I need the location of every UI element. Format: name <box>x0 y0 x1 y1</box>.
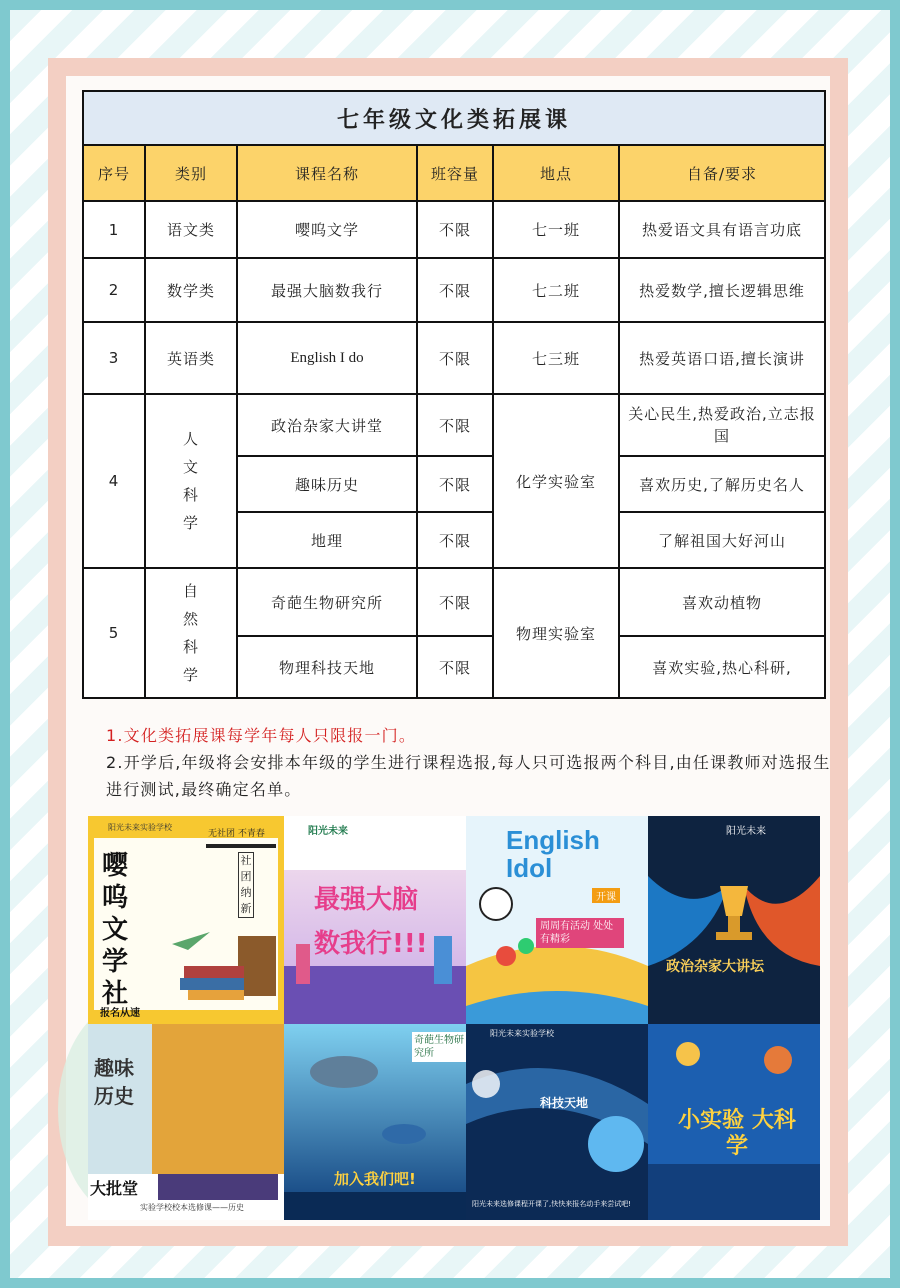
row-requirement: 热爱英语口语,擅长演讲 <box>619 322 825 394</box>
poster-5-brand: 大批堂 <box>90 1179 139 1198</box>
poster-1-badge: 社团纳新 <box>238 852 254 918</box>
poster-7-footer: 阳光未来选修课程开课了,快快来报名动手来尝试吧! <box>472 1200 632 1208</box>
table-row <box>83 394 825 456</box>
poster-history <box>88 1024 284 1220</box>
row-no: 4 <box>83 394 145 568</box>
row-course: 趣味历史 <box>237 456 417 512</box>
row-location: 七二班 <box>493 258 619 322</box>
poster-grid <box>88 816 820 1220</box>
poster-english <box>466 816 648 1024</box>
note-1: 1.文化类拓展课每学年每人只限报一门。 <box>106 726 417 745</box>
row-requirement: 了解祖国大好河山 <box>619 512 825 568</box>
header-requirement: 自备/要求 <box>619 145 825 201</box>
poster-6-footer: 加入我们吧! <box>334 1170 416 1188</box>
poster-5-footer: 实验学校校本选修课——历史 <box>140 1203 244 1212</box>
course-table <box>82 90 826 699</box>
row-location: 七三班 <box>493 322 619 394</box>
header-category: 类别 <box>145 145 237 201</box>
poster-3-title: English Idol <box>506 825 600 883</box>
poster-science <box>648 1024 820 1220</box>
poster-2-title: 最强大脑数我行!!! <box>314 885 428 959</box>
category-text: 自然科学 <box>183 582 200 684</box>
poster-1-footer: 报名从速 <box>100 1008 140 1019</box>
poster-3-bubble: 周周有活动 处处有精彩 <box>536 918 624 948</box>
row-capacity: 不限 <box>417 394 493 456</box>
notes <box>106 722 836 803</box>
row-course: 嘤呜文学 <box>237 201 417 258</box>
row-no: 2 <box>83 258 145 322</box>
row-location: 七一班 <box>493 201 619 258</box>
poster-4-brand: 阳光未来 <box>726 826 766 837</box>
row-capacity: 不限 <box>417 456 493 512</box>
row-no: 1 <box>83 201 145 258</box>
row-capacity: 不限 <box>417 258 493 322</box>
header-capacity: 班容量 <box>417 145 493 201</box>
row-requirement: 热爱语文具有语言功底 <box>619 201 825 258</box>
row-category-vertical <box>145 394 237 568</box>
header-location: 地点 <box>493 145 619 201</box>
row-no: 3 <box>83 322 145 394</box>
poster-1-school: 阳光未来实验学校 <box>108 823 172 832</box>
poster-2-brand: 阳光未来 <box>308 826 348 837</box>
row-requirement: 喜欢历史,了解历史名人 <box>619 456 825 512</box>
row-category: 英语类 <box>145 322 237 394</box>
row-no: 5 <box>83 568 145 698</box>
row-requirement: 喜欢实验,热心科研, <box>619 636 825 698</box>
poster-5-title: 趣味历史 <box>94 1056 134 1108</box>
row-requirement: 喜欢动植物 <box>619 568 825 636</box>
poster-politics <box>648 816 820 1024</box>
poster-1-slogan: 无社团 不青春 <box>208 829 265 839</box>
poster-math <box>284 816 466 1024</box>
table-row <box>83 201 825 258</box>
row-location: 化学实验室 <box>493 394 619 568</box>
poster-4-art <box>648 816 820 1024</box>
poster-7-art <box>466 1024 648 1220</box>
row-capacity: 不限 <box>417 636 493 698</box>
row-category: 语文类 <box>145 201 237 258</box>
row-capacity: 不限 <box>417 512 493 568</box>
row-course: 奇葩生物研究所 <box>237 568 417 636</box>
poster-3-tag: 开课 <box>592 888 620 903</box>
row-course: 最强大脑数我行 <box>237 258 417 322</box>
header-course: 课程名称 <box>237 145 417 201</box>
note-2: 2.开学后,年级将会安排本年级的学生进行课程选报,每人只可选报两个科目,由任课教师对选报生进行测试,最终确定名单。 <box>106 753 831 799</box>
table-row <box>83 258 825 322</box>
row-requirement: 热爱数学,擅长逻辑思维 <box>619 258 825 322</box>
category-text: 人文科学 <box>183 430 200 532</box>
poster-6-title: 奇葩生物研究所 <box>412 1032 466 1062</box>
poster-biology <box>284 1024 466 1220</box>
poster-8-title: 小实验 大科学 <box>678 1108 796 1159</box>
table-row <box>83 322 825 394</box>
row-requirement: 关心民生,热爱政治,立志报国 <box>619 394 825 456</box>
poster-tech <box>466 1024 648 1220</box>
header-no: 序号 <box>83 145 145 201</box>
poster-4-title: 政治杂家大讲坛 <box>666 959 764 975</box>
row-location: 物理实验室 <box>493 568 619 698</box>
poster-1-title: 嘤呜文学社 <box>102 851 129 1009</box>
table-title: 七年级文化类拓展课 <box>83 91 825 145</box>
row-capacity: 不限 <box>417 201 493 258</box>
row-category: 数学类 <box>145 258 237 322</box>
row-capacity: 不限 <box>417 322 493 394</box>
row-course: 地理 <box>237 512 417 568</box>
row-course: English I do <box>237 322 417 394</box>
row-category-vertical <box>145 568 237 698</box>
row-course: 政治杂家大讲堂 <box>237 394 417 456</box>
poster-literature-club <box>88 816 284 1024</box>
poster-7-title: 科技天地 <box>540 1096 589 1110</box>
table-header-row <box>83 145 825 201</box>
row-capacity: 不限 <box>417 568 493 636</box>
poster-7-school: 阳光未来实验学校 <box>490 1029 554 1038</box>
table-row <box>83 568 825 636</box>
row-course: 物理科技天地 <box>237 636 417 698</box>
